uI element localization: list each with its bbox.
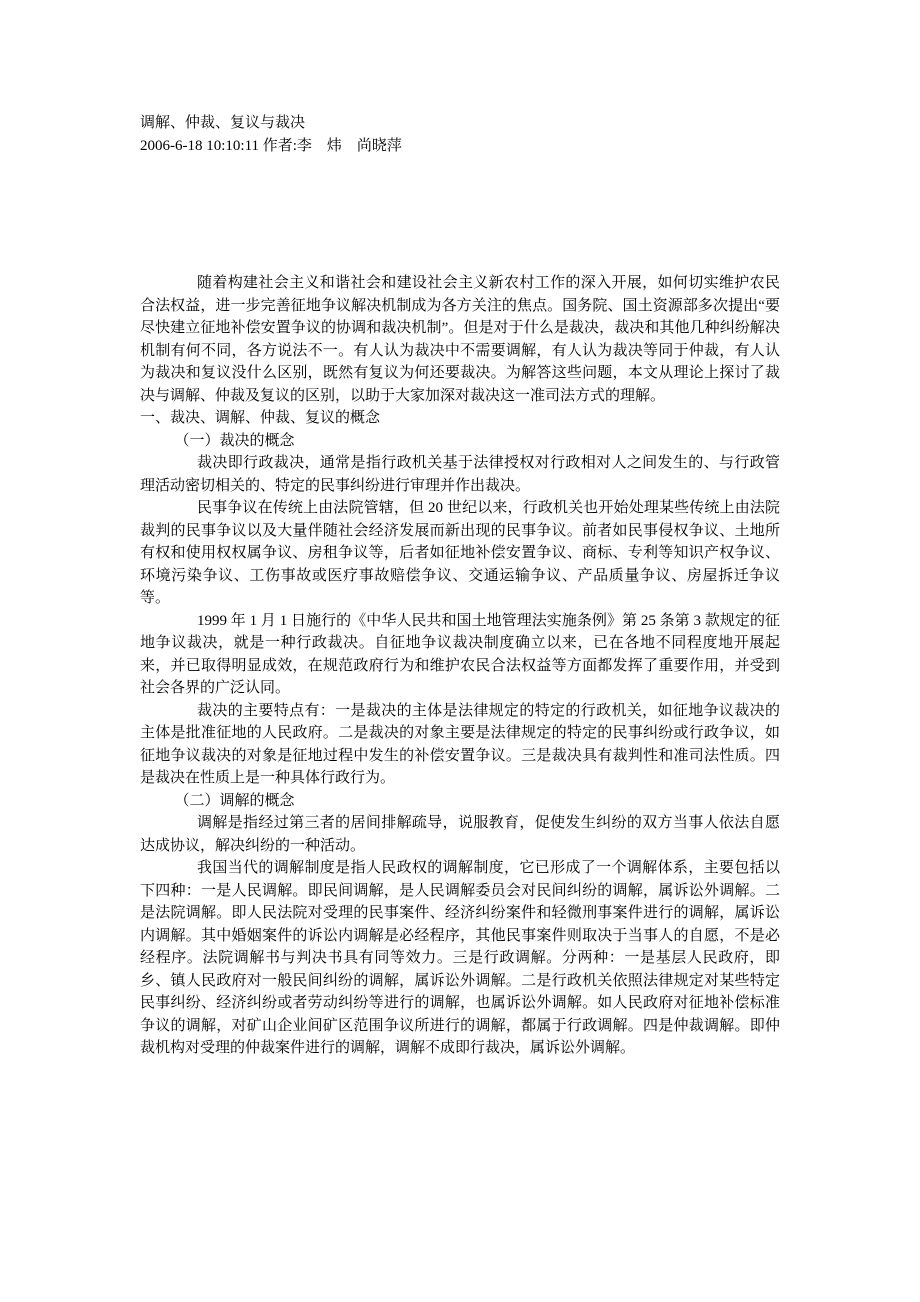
paragraph-intro: 随着构建社会主义和谐社会和建设社会主义新农村工作的深入开展，如何切实维护农民合法权益，进一步完善征地争议解决机制成为各方关注的焦点。国务院、国土资源部多次提出“要尽快建立征地补偿安置争议的协调和裁决机制”。但是对于什么是裁决，裁决和其他几种纠纷解决机制有何不同，各方说法不一。有人认为裁决中不需要调解，有人认为裁决等同于仲裁，有人认为裁决和复议没什么区别，既然有复议为何还要裁决。为解答这些问题，本文从理论上探讨了裁决与调解、仲裁及复议的区别，以助于大家加深对裁决这一准司法方式的理解。 — [140, 275, 780, 404]
paragraph-1999-regulation: 1999 年 1 月 1 日施行的《中华人民共和国土地管理法实施条例》第 25 条第 3 款规定的征地争议裁决，就是一种行政裁决。自征地争议裁决制度确立以来，已在各地不同程度地开展起来，并已取得明显成效，在规范政府行为和维护农民合法权益等方面都发挥了重要作用，并受到社会各界的广泛认同。 — [140, 612, 780, 696]
document-title: 调解、仲裁、复议与裁决 — [140, 115, 306, 131]
paragraph-civil-disputes: 民事争议在传统上由法院管辖，但 20 世纪以来，行政机关也开始处理某些传统上由法院裁判的民事争议以及大量伴随社会经济发展而新出现的民事争议。前者如民事侵权争议、土地所有权和使用权权属争议、房租争议等，后者如征地补偿安置争议、商标、专利等知识产权争议、环境污染争议、工伤事故或医疗事故赔偿争议、交通运输争议、产品质量争议、房屋拆迁争议等。 — [140, 500, 780, 606]
paragraph-tiaojie-definition: 调解是指经过第三者的居间排解疏导，说服教育，促使发生纠纷的双方当事人依法自愿达成协议，解决纠纷的一种活动。 — [140, 815, 780, 854]
title-body-gap — [140, 157, 780, 272]
heading-subsection-1-2: （二）调解的概念 — [174, 792, 295, 809]
document-meta: 2006-6-18 10:10:11 作者:李 炜 尚晓萍 — [140, 137, 402, 154]
paragraph-caijue-features: 裁决的主要特点有：一是裁决的主体是法律规定的特定的行政机关，如征地争议裁决的主体是批准征地的人民政府。二是裁决的对象主要是法律规定的特定的民事纠纷或行政争议，如征地争议裁决的对象是征地过程中发生的补偿安置争议。三是裁决具有裁判性和准司法性质。四是裁决在性质上是一种具体行政行为。 — [140, 702, 780, 786]
heading-section-1: 一、裁决、调解、仲裁、复议的概念 — [140, 410, 381, 426]
heading-subsection-1-1: （一）裁决的概念 — [174, 432, 295, 449]
document-body — [140, 272, 780, 1060]
paragraph-tiaojie-system: 我国当代的调解制度是指人民政权的调解制度，它已形成了一个调解体系，主要包括以下四种：一是人民调解。即民间调解，是人民调解委员会对民间纠纷的调解，属诉讼外调解。二是法院调解。即人民法院对受理的民事案件、经济纠纷案件和轻微刑事案件进行的调解，属诉讼内调解。其中婚姻案件的诉讼内调解是必经程序，其他民事案件则取决于当事人的自愿，不是必经程序。法院调解书与判决书具有同等效力。三是行政调解。分两种：一是基层人民政府，即乡、镇人民政府对一般民间纠纷的调解，属诉讼外调解。二是行政机关依照法律规定对某些特定民事纠纷、经济纠纷或者劳动纠纷等进行的调解，也属诉讼外调解。如人民政府对征地补偿标准争议的调解，对矿山企业间矿区范围争议所进行的调解，都属于行政调解。四是仲裁调解。即仲裁机构对受理的仲裁案件进行的调解，调解不成即行裁决，属诉讼外调解。 — [140, 860, 780, 1056]
paragraph-caijue-definition: 裁决即行政裁决，通常是指行政机关基于法律授权对行政相对人之间发生的、与行政管理活动密切相关的、特定的民事纠纷进行审理并作出裁决。 — [140, 455, 780, 494]
